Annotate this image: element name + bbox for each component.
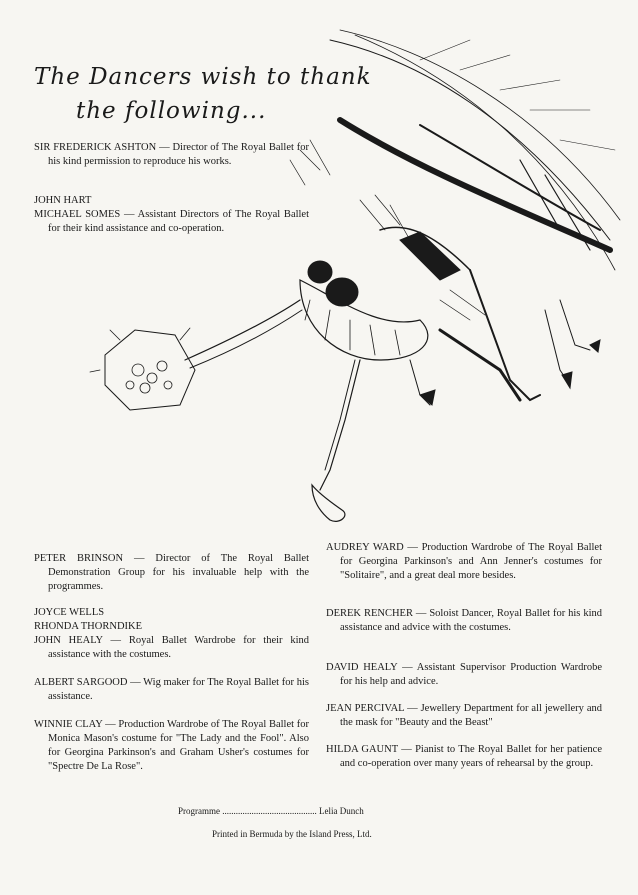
acknowledgement-wells bbox=[34, 606, 309, 620]
entry-text: — Director of The Royal Ballet Demonstration Group for his invaluable help with the programmes. bbox=[48, 553, 309, 592]
acknowledgement-john-healy bbox=[34, 634, 309, 662]
entry-text: — Assistant Supervisor Production Wardrobe for his help and advice. bbox=[340, 662, 603, 687]
programme-label: Programme bbox=[178, 806, 220, 816]
entry-text: — Director of The Royal Ballet for his kind permission to reproduce his works. bbox=[48, 142, 309, 167]
acknowledgement-percival bbox=[326, 702, 602, 730]
entry-text: — Assistant Directors of The Royal Ballet for their kind assistance and co-operation. bbox=[48, 209, 310, 234]
heading-line-2: the following... bbox=[76, 98, 267, 124]
entry-name: DAVID HEALY bbox=[326, 662, 398, 673]
entry-name: DEREK RENCHER bbox=[326, 608, 413, 619]
acknowledgement-clay bbox=[34, 718, 309, 774]
entry-name: JOHN HEALY bbox=[34, 635, 103, 646]
page-heading bbox=[34, 60, 374, 128]
entry-text: — Royal Ballet Wardrobe for their kind assistance with the costumes. bbox=[48, 635, 309, 660]
programme-credit-line bbox=[178, 805, 364, 817]
entry-text: — Production Wardrobe of The Royal Ballet for Georgina Parkinson's and Ann Jenner's costumes for "Solitaire", and a great deal more besides. bbox=[340, 542, 602, 581]
entry-text: — Pianist to The Royal Ballet for her patience and co-operation over many years of rehearsal by the group. bbox=[340, 744, 602, 769]
programme-leader-dots: .......................................... bbox=[222, 806, 317, 816]
acknowledgement-gaunt bbox=[326, 743, 602, 771]
acknowledgement-thorndike bbox=[34, 620, 309, 634]
acknowledgement-david-healy bbox=[326, 661, 602, 689]
entry-text: — Jewellery Department for all jewellery and the mask for "Beauty and the Beast" bbox=[340, 703, 602, 728]
entry-name: HILDA GAUNT bbox=[326, 744, 398, 755]
entry-name: SIR FREDERICK ASHTON bbox=[34, 142, 157, 153]
acknowledgement-ward bbox=[326, 541, 602, 583]
entry-text: — Soloist Dancer, Royal Ballet for his kind assistance and advice with the costumes. bbox=[340, 608, 603, 633]
entry-name: PETER BRINSON bbox=[34, 553, 124, 564]
entry-name: JEAN PERCIVAL bbox=[326, 703, 405, 714]
programme-credit: Lelia Dunch bbox=[319, 806, 364, 816]
acknowledgement-hart bbox=[34, 194, 309, 208]
entry-name: ALBERT SARGOOD bbox=[34, 677, 128, 688]
acknowledgement-sargood bbox=[34, 676, 309, 704]
entry-text: — Wig maker for The Royal Ballet for his assistance. bbox=[48, 677, 309, 702]
entry-name: WINNIE CLAY bbox=[34, 719, 103, 730]
entry-name: AUDREY WARD bbox=[326, 542, 404, 553]
entry-name: RHONDA THORNDIKE bbox=[34, 621, 143, 632]
entry-name: JOHN HART bbox=[34, 195, 92, 206]
acknowledgement-ashton bbox=[34, 141, 309, 169]
printer-credit: Printed in Bermuda by the Island Press, Ltd. bbox=[212, 829, 372, 839]
heading-line-1: The Dancers wish to thank bbox=[34, 64, 372, 90]
acknowledgement-somes bbox=[34, 208, 309, 236]
entry-text: — Production Wardrobe of The Royal Ballet for Monica Mason's costume for "The Lady and the Fool". Also for Georgina Parkinson's and Graham Usher's costumes for "Spectre De La Rose". bbox=[48, 719, 309, 772]
acknowledgement-rencher bbox=[326, 607, 602, 635]
acknowledgement-brinson bbox=[34, 552, 309, 594]
entry-name: JOYCE WELLS bbox=[34, 607, 105, 618]
entry-name: MICHAEL SOMES bbox=[34, 209, 121, 220]
